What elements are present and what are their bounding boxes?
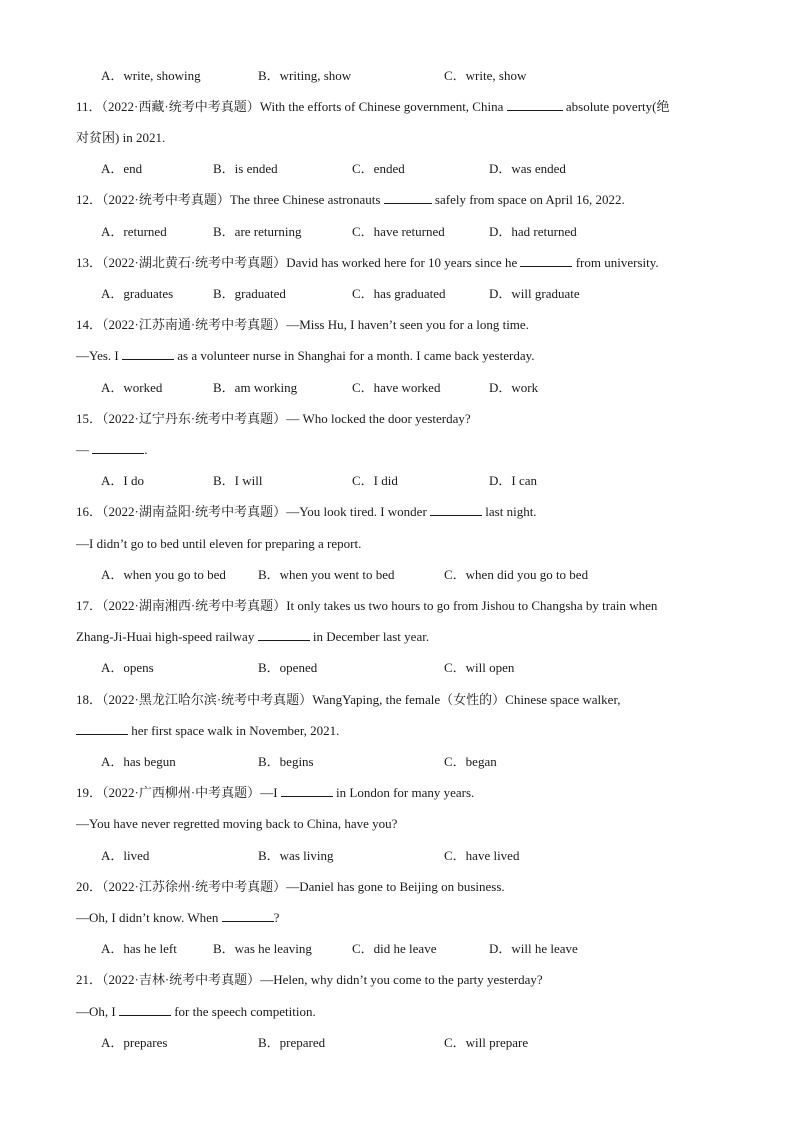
answer-blank[interactable] (384, 190, 432, 204)
stem-text: . (144, 442, 148, 457)
stem-text: in London for many years. (336, 785, 475, 800)
question-20-stem-line2 (76, 908, 726, 928)
stem-text: —Miss Hu, I haven’t seen you for a long time. (286, 317, 529, 332)
option-a[interactable]: A．lived (101, 848, 150, 863)
option-b[interactable]: B．I will (213, 473, 263, 488)
answer-blank[interactable] (92, 440, 144, 454)
option-c[interactable]: C．I did (352, 473, 398, 488)
question-16-stem (76, 502, 726, 522)
question-source: （2022·湖北黄石·统考中考真题） (102, 255, 287, 270)
question-20-stem (76, 877, 726, 897)
options-row (0, 1033, 794, 1053)
option-b[interactable]: B．begins (258, 754, 314, 769)
stem-text: It only takes us two hours to go from Jishou to Changsha by train when (286, 598, 658, 613)
question-19-stem (76, 783, 726, 803)
question-source: （2022·广西柳州·中考真题） (102, 785, 261, 800)
stem-text: —Yes. I (76, 348, 119, 363)
option-c[interactable]: C．when did you go to bed (444, 567, 589, 582)
option-c[interactable]: C．have lived (444, 848, 520, 863)
options-row (0, 939, 794, 959)
stem-text: —Daniel has gone to Beijing on business. (286, 879, 505, 894)
stem-text: from university. (575, 255, 659, 270)
option-c[interactable]: C．did he leave (352, 941, 437, 956)
question-source: （2022·湖南益阳·统考中考真题） (102, 504, 287, 519)
question-number: 14． (76, 317, 103, 332)
option-c[interactable]: C．have returned (352, 224, 445, 239)
question-source: （2022·湖南湘西·统考中考真题） (102, 598, 287, 613)
question-number: 21． (76, 972, 103, 987)
stem-text: in December last year. (312, 629, 430, 644)
option-c[interactable]: C．will open (444, 660, 515, 675)
stem-text: —You look tired. I wonder (286, 504, 427, 519)
option-c[interactable]: C．ended (352, 161, 405, 176)
stem-text: David has worked here for 10 years since he (286, 255, 518, 270)
option-b[interactable]: B．am working (213, 380, 298, 395)
option-d[interactable]: D．will graduate (489, 286, 580, 301)
stem-text: absolute poverty(绝 (565, 99, 670, 114)
option-b[interactable]: B．opened (258, 660, 318, 675)
question-number: 20． (76, 879, 103, 894)
option-d[interactable]: D．had returned (489, 224, 577, 239)
answer-blank[interactable] (520, 253, 572, 267)
options-row (0, 378, 794, 398)
question-11-stem (76, 97, 726, 117)
stem-text: safely from space on April 16, 2022. (434, 192, 625, 207)
options-row (0, 284, 794, 304)
question-15-stem (76, 409, 726, 429)
answer-blank[interactable] (258, 627, 310, 641)
answer-blank[interactable] (222, 908, 274, 922)
question-number: 16． (76, 504, 103, 519)
option-c[interactable]: C．began (444, 754, 497, 769)
answer-blank[interactable] (76, 721, 128, 735)
options-row (0, 846, 794, 866)
question-18-stem-line2 (76, 721, 726, 741)
question-source: （2022·江苏南通·统考中考真题） (102, 317, 287, 332)
question-source: （2022·吉林·统考中考真题） (102, 972, 261, 987)
option-b[interactable]: B．are returning (213, 224, 302, 239)
stem-text: Zhang-Ji-Huai high-speed railway (76, 629, 255, 644)
option-b[interactable]: B．was he leaving (213, 941, 312, 956)
stem-text: —Oh, I didn’t know. When (76, 910, 219, 925)
stem-text: her first space walk in November, 2021. (131, 723, 340, 738)
option-b[interactable]: B．graduated (213, 286, 286, 301)
option-a[interactable]: A．has he left (101, 941, 177, 956)
stem-text: With the efforts of Chinese government, China (259, 99, 504, 114)
stem-text: for the speech competition. (174, 1004, 316, 1019)
options-row (0, 222, 794, 242)
option-a[interactable]: A．returned (101, 224, 167, 239)
question-source: （2022·统考中考真题） (102, 192, 230, 207)
question-21-stem-line2 (76, 1002, 726, 1022)
option-d[interactable]: D．work (489, 380, 539, 395)
answer-blank[interactable] (122, 346, 174, 360)
option-a[interactable]: A．worked (101, 380, 163, 395)
stem-text: — (76, 442, 89, 457)
question-16-stem-line2: —I didn’t go to bed until eleven for preparing a report. (76, 536, 362, 551)
options-row (0, 66, 794, 86)
option-c[interactable]: C．has graduated (352, 286, 446, 301)
answer-blank[interactable] (430, 502, 482, 516)
option-a[interactable]: A．when you go to bed (101, 567, 226, 582)
option-d[interactable]: D．I can (489, 473, 538, 488)
stem-text: last night. (485, 504, 537, 519)
option-c[interactable]: C．write, show (444, 68, 527, 83)
options-row (0, 658, 794, 678)
question-18-stem (76, 690, 726, 710)
question-13-stem (76, 253, 726, 273)
question-source: （2022·江苏徐州·统考中考真题） (102, 879, 287, 894)
option-a[interactable]: A．I do (101, 473, 144, 488)
question-number: 11． (76, 99, 102, 114)
answer-blank[interactable] (119, 1002, 171, 1016)
option-d[interactable]: D．will he leave (489, 941, 578, 956)
options-row (0, 752, 794, 772)
stem-text: as a volunteer nurse in Shanghai for a month. I came back yesterday. (177, 348, 535, 363)
question-14-stem (76, 315, 726, 335)
stem-text: WangYaping, the female（女性的）Chinese space walker, (312, 692, 621, 707)
question-number: 12． (76, 192, 103, 207)
option-a[interactable]: A．has begun (101, 754, 176, 769)
option-a[interactable]: A．opens (101, 660, 154, 675)
question-number: 15． (76, 411, 103, 426)
stem-text: —Helen, why didn’t you come to the party yesterday? (260, 972, 543, 987)
option-b[interactable]: B．is ended (213, 161, 278, 176)
question-15-stem-line2 (76, 440, 726, 460)
question-number: 13． (76, 255, 103, 270)
option-b[interactable]: B．writing, show (258, 68, 352, 83)
option-a[interactable]: A．write, showing (101, 68, 201, 83)
option-c[interactable]: C．will prepare (444, 1035, 529, 1050)
stem-text: The three Chinese astronauts (229, 192, 381, 207)
options-row (0, 159, 794, 179)
stem-text: —I (260, 785, 278, 800)
answer-blank[interactable] (281, 783, 333, 797)
question-number: 18． (76, 692, 103, 707)
question-17-stem (76, 596, 726, 616)
option-a[interactable]: A．end (101, 161, 143, 176)
stem-text: — Who locked the door yesterday? (286, 411, 471, 426)
question-17-stem-line2 (76, 627, 726, 647)
question-14-stem-line2 (76, 346, 726, 366)
option-b[interactable]: B．was living (258, 848, 334, 863)
stem-text: —Oh, I (76, 1004, 116, 1019)
question-19-stem-line2: —You have never regretted moving back to China, have you? (76, 816, 398, 831)
options-row (0, 471, 794, 491)
question-source: （2022·西藏·统考中考真题） (101, 99, 260, 114)
option-a[interactable]: A．graduates (101, 286, 174, 301)
question-source: （2022·黑龙江哈尔滨·统考中考真题） (102, 692, 313, 707)
question-number: 17． (76, 598, 103, 613)
option-c[interactable]: C．have worked (352, 380, 441, 395)
question-12-stem (76, 190, 726, 210)
stem-text: ? (273, 910, 280, 925)
question-source: （2022·辽宁丹东·统考中考真题） (102, 411, 287, 426)
question-number: 19． (76, 785, 103, 800)
option-b[interactable]: B．prepared (258, 1035, 326, 1050)
question-11-stem-line2: 对贫困) in 2021. (76, 130, 166, 145)
options-row (0, 565, 794, 585)
question-21-stem (76, 970, 726, 990)
answer-blank[interactable] (507, 97, 563, 111)
option-b[interactable]: B．when you went to bed (258, 567, 395, 582)
option-a[interactable]: A．prepares (101, 1035, 168, 1050)
option-d[interactable]: D．was ended (489, 161, 566, 176)
